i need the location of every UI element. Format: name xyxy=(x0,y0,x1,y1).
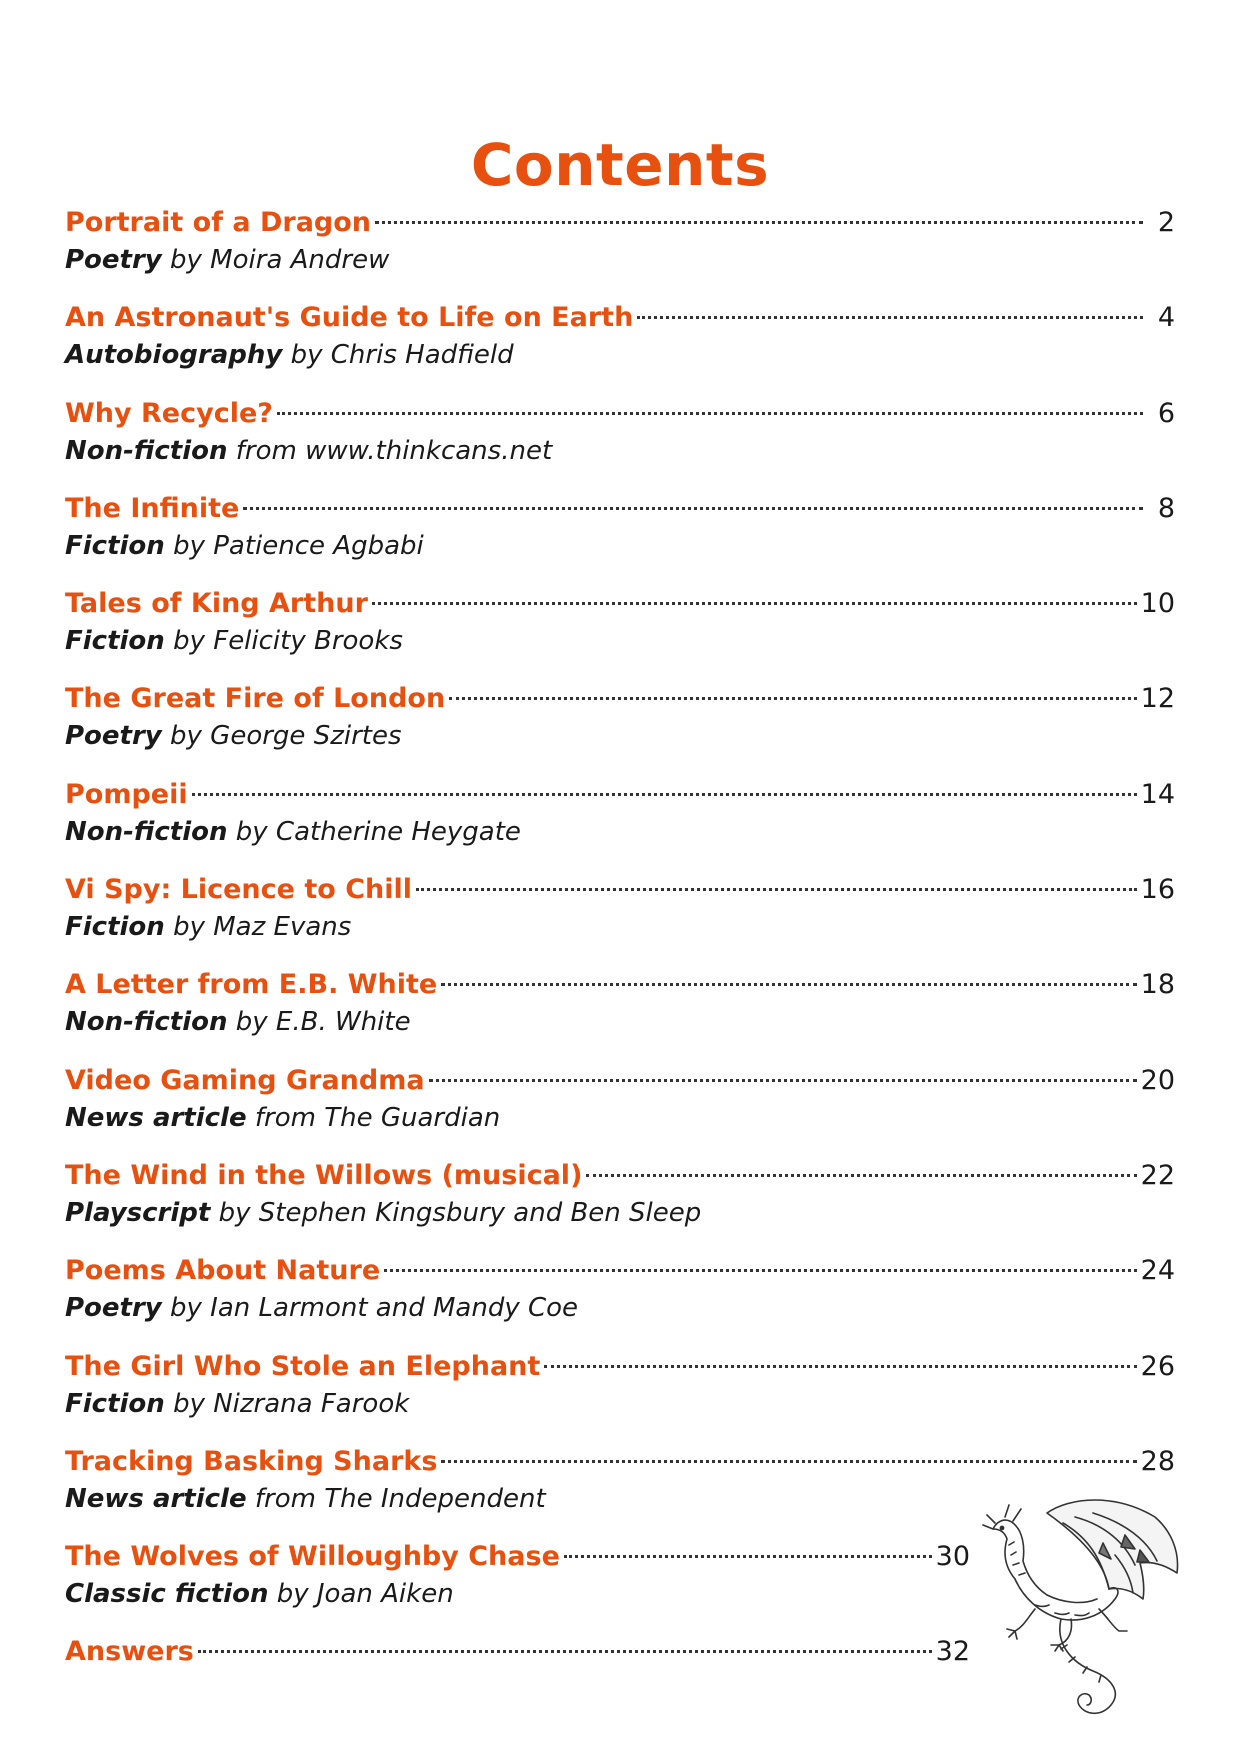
dot-leader xyxy=(441,983,1136,986)
entry-genre: Poetry xyxy=(65,721,162,752)
toc-entry[interactable] xyxy=(65,1156,1175,1251)
dot-leader xyxy=(544,1365,1136,1368)
dot-leader xyxy=(198,1650,932,1653)
entry-title[interactable]: The Wolves of Willoughby Chase xyxy=(65,1541,560,1573)
dot-leader xyxy=(429,1079,1137,1082)
entry-title[interactable]: Pompeii xyxy=(65,778,188,810)
page-number: 10 xyxy=(1140,588,1175,620)
entry-genre: Playscript xyxy=(65,1197,211,1228)
entry-genre: Autobiography xyxy=(65,340,283,371)
page-number: 18 xyxy=(1140,969,1175,1001)
dot-leader xyxy=(372,602,1137,605)
dot-leader xyxy=(192,793,1137,796)
page-number: 12 xyxy=(1140,683,1175,715)
entry-genre: Fiction xyxy=(65,912,165,943)
entry-title[interactable]: The Wind in the Willows (musical) xyxy=(65,1159,583,1191)
page-title: Contents xyxy=(470,130,770,199)
page-number: 24 xyxy=(1140,1255,1175,1287)
entry-title[interactable]: The Great Fire of London xyxy=(65,683,446,715)
page-number: 30 xyxy=(935,1541,970,1573)
entry-genre: Classic fiction xyxy=(65,1579,269,1610)
dot-leader xyxy=(384,1269,1137,1272)
page-number: 20 xyxy=(1140,1064,1175,1096)
entry-genre: News article xyxy=(65,1483,247,1514)
toc-entry[interactable] xyxy=(65,203,1175,298)
toc-entry[interactable] xyxy=(65,1347,1175,1442)
entry-byline: by Nizrana Farook xyxy=(173,1388,410,1419)
toc-entry[interactable] xyxy=(65,870,1175,965)
page-number: 32 xyxy=(935,1636,970,1668)
entry-genre: Fiction xyxy=(65,626,165,657)
dot-leader xyxy=(375,221,1143,224)
toc-entry[interactable] xyxy=(65,394,1175,489)
entry-byline: by E.B. White xyxy=(235,1007,411,1038)
entry-byline: by Stephen Kingsbury and Ben Sleep xyxy=(218,1197,702,1228)
entry-byline: from The Independent xyxy=(254,1483,546,1514)
entry-title[interactable]: The Girl Who Stole an Elephant xyxy=(65,1350,541,1382)
entry-title[interactable]: Poems About Nature xyxy=(65,1255,381,1287)
page-number: 28 xyxy=(1140,1445,1175,1477)
entry-byline: by Joan Aiken xyxy=(276,1579,454,1610)
entry-byline: from www.thinkcans.net xyxy=(235,435,553,466)
dot-leader xyxy=(441,1460,1136,1463)
entry-title[interactable]: Vi Spy: Licence to Chill xyxy=(65,874,413,906)
entry-byline: by Catherine Heygate xyxy=(235,816,521,847)
page-number: 22 xyxy=(1140,1159,1175,1191)
entry-byline: by Maz Evans xyxy=(173,912,352,943)
entry-byline: by Moira Andrew xyxy=(170,245,390,275)
entry-byline: by Felicity Brooks xyxy=(173,626,403,657)
entry-genre: News article xyxy=(65,1102,247,1133)
toc-entry[interactable] xyxy=(65,584,1175,679)
entry-genre: Non-fiction xyxy=(65,435,228,466)
toc-entry[interactable] xyxy=(65,1061,1175,1156)
toc-entry[interactable] xyxy=(65,965,1175,1060)
entry-genre: Non-fiction xyxy=(65,1007,228,1038)
entry-genre: Non-fiction xyxy=(65,816,228,847)
toc-entry[interactable] xyxy=(65,298,1175,393)
page-number: 16 xyxy=(1140,874,1175,906)
entry-byline: by Ian Larmont and Mandy Coe xyxy=(170,1293,579,1324)
dot-leader xyxy=(449,697,1136,700)
page-number: 2 xyxy=(1157,207,1175,238)
page-number: 6 xyxy=(1157,397,1175,429)
dot-leader xyxy=(564,1555,932,1558)
page-number: 14 xyxy=(1140,778,1175,810)
toc-entry[interactable] xyxy=(65,775,1175,870)
entry-genre: Fiction xyxy=(65,1388,165,1419)
toc-entry[interactable] xyxy=(65,489,1175,584)
entry-genre: Fiction xyxy=(65,530,165,561)
entry-title[interactable]: Why Recycle? xyxy=(65,397,273,429)
entry-title[interactable]: Tales of King Arthur xyxy=(65,588,368,620)
toc-entry[interactable] xyxy=(65,1251,1175,1346)
entry-byline: by Chris Hadfield xyxy=(290,340,514,371)
toc-entry[interactable] xyxy=(65,679,1175,774)
dot-leader xyxy=(243,507,1143,510)
entry-title[interactable]: Video Gaming Grandma xyxy=(65,1064,425,1096)
entry-title[interactable]: Answers xyxy=(65,1636,194,1668)
page-number: 8 xyxy=(1157,492,1175,524)
entry-title[interactable]: Portrait of a Dragon xyxy=(65,207,372,238)
entry-title[interactable]: Tracking Basking Sharks xyxy=(65,1445,438,1477)
dot-leader xyxy=(416,888,1137,891)
entry-byline: by Patience Agbabi xyxy=(173,530,424,561)
entry-title[interactable]: An Astronaut's Guide to Life on Earth xyxy=(65,302,634,334)
dot-leader xyxy=(637,316,1143,319)
entry-title[interactable]: A Letter from E.B. White xyxy=(65,969,438,1001)
entry-title[interactable]: The Infinite xyxy=(65,492,240,524)
dot-leader xyxy=(586,1174,1136,1177)
page-number: 26 xyxy=(1140,1350,1175,1382)
entry-byline: by George Szirtes xyxy=(170,721,402,752)
entry-byline: from The Guardian xyxy=(254,1102,501,1133)
entry-genre: Poetry xyxy=(65,1293,162,1324)
entry-genre: Poetry xyxy=(65,245,162,275)
dragon-illustration xyxy=(975,1495,1185,1735)
dot-leader xyxy=(277,412,1143,415)
page-number: 4 xyxy=(1157,302,1175,334)
